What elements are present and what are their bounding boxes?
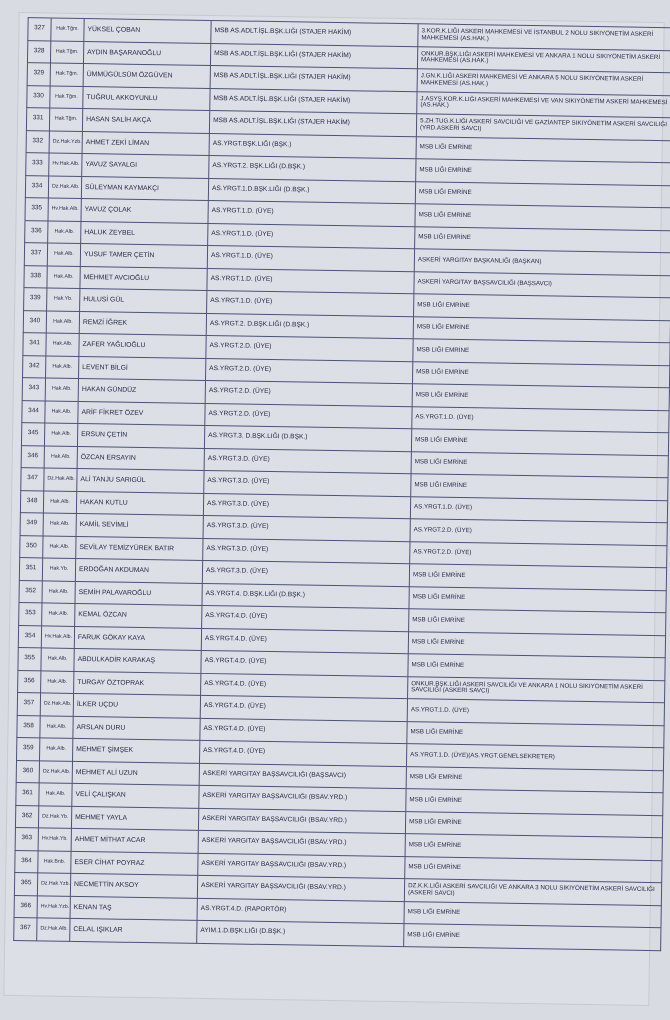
cell-no: 343 (22, 378, 45, 401)
cell-to: MSB LIĞI EMRİNE (412, 361, 669, 388)
cell-rank: Hak.Tğm. (50, 40, 83, 63)
cell-from: AS.YRGT.2.D. (ÜYE) (206, 358, 413, 384)
cell-to: AS.YRGT.2.D. (ÜYE) (410, 541, 667, 568)
cell-from: AS.YRGT.2.D. (ÜYE) (205, 403, 412, 429)
cell-from: AS.YRGT.4.D. (ÜYE) (201, 673, 408, 699)
cell-rank: Hak.Tğm. (50, 85, 83, 108)
cell-name: MEHMET ALİ UZUN (72, 761, 199, 785)
cell-name: HULUSİ GÜL (80, 288, 207, 312)
cell-no: 355 (18, 648, 41, 671)
cell-rank: Hv.Hak.Alb. (41, 625, 74, 648)
cell-from: AS.YRGT.4.D. (ÜYE) (200, 695, 407, 721)
cell-to: MSB LIĞI EMRİNE (411, 429, 668, 456)
cell-rank: Hak.Alb. (47, 243, 80, 266)
cell-to: MSB LIĞI EMRİNE (404, 901, 661, 928)
cell-rank: Hak.Alb. (40, 738, 73, 761)
cell-no: 329 (27, 63, 50, 86)
cell-from: AS.YRGT.BŞK.LIĞI (BŞK.) (209, 133, 416, 159)
cell-rank: Dz.Hak.Alb. (39, 760, 72, 783)
cell-name: ERSUN ÇETİN (77, 423, 204, 447)
cell-from: ASKERİ YARGITAY BAŞSAVCILIĞI (BAŞSAVCI) (199, 763, 406, 789)
cell-rank: Hak.Yb. (42, 558, 75, 581)
cell-from: AS.YRGT.3.D. (ÜYE) (203, 538, 410, 564)
cell-no: 347 (21, 468, 44, 491)
cell-from: MSB AS.ADLT.İŞL.BŞK.LIĞI (STAJER HAKİM) (209, 110, 416, 136)
cell-from: ASKERİ YARGITAY BAŞSAVCILIĞI (BSAV.YRD.) (199, 785, 406, 811)
cell-to: MSB LIĞI EMRİNE (409, 586, 666, 613)
cell-name: ERDOĞAN AKDUMAN (75, 558, 202, 582)
cell-to: MSB LIĞI EMRİNE (416, 159, 670, 186)
cell-from: MSB AS.ADLT.İŞL.BŞK.LIĞI (STAJER HAKİM) (211, 21, 418, 47)
cell-no: 359 (17, 738, 40, 761)
cell-from: AS.YRGT.3.D. (ÜYE) (203, 515, 410, 541)
cell-rank: Hak.Alb. (39, 783, 72, 806)
cell-name: YAVUZ SAYALGI (82, 153, 209, 177)
cell-to: MSB LIĞI EMRİNE (408, 654, 665, 681)
cell-rank: Hak.Alb. (41, 648, 74, 671)
cell-no: 367 (14, 918, 37, 941)
cell-no: 333 (26, 153, 49, 176)
cell-to: MSB LIĞI EMRİNE (405, 811, 662, 838)
cell-from: AS.YRGT.2.D. (ÜYE) (206, 335, 413, 361)
cell-name: HALUK ZEYBEL (81, 221, 208, 245)
cell-name: VELİ ÇALIŞKAN (72, 783, 199, 807)
cell-rank: Dz.Hak.Yzb. (37, 873, 70, 896)
cell-from: AS.YRGT.3. D.BŞK.LIĞI (D.BŞK.) (204, 425, 411, 451)
cell-name: AHMET ZEKİ LİMAN (82, 131, 209, 155)
cell-from: AS.YRGT.3.D. (ÜYE) (202, 560, 409, 586)
cell-no: 364 (15, 850, 38, 873)
cell-from: AS.YRGT.1.D. (ÜYE) (207, 290, 414, 316)
cell-no: 354 (18, 625, 41, 648)
cell-rank: Hak.Alb. (42, 603, 75, 626)
cell-name: HASAN SALİH AKÇA (82, 109, 209, 133)
cell-rank: Hak.Alb. (43, 535, 76, 558)
cell-name: ARİF FİKRET ÖZEV (78, 401, 205, 425)
cell-no: 361 (16, 783, 39, 806)
cell-to: AS.YRGT.1.D. (ÜYE) (410, 496, 667, 523)
cell-name: LEVENT BİLGİ (79, 356, 206, 380)
cell-no: 335 (25, 198, 48, 221)
cell-from: AS.YRGT.1.D. (ÜYE) (208, 223, 415, 249)
cell-from: AS.YRGT.1.D. (ÜYE) (207, 268, 414, 294)
cell-to: MSB LIĞI EMRİNE (406, 789, 663, 816)
cell-name: HAKAN KUTLU (76, 491, 203, 515)
cell-to: ASKERİ YARGITAY BAŞSAVCILIĞI (BAŞSAVCI) (414, 271, 670, 298)
cell-rank: Hak.Alb. (45, 378, 78, 401)
cell-rank: Hak.Alb. (40, 715, 73, 738)
cell-rank: Hak.Alb. (47, 265, 80, 288)
cell-to: MSB LIĞI EMRİNE (415, 204, 670, 231)
cell-from: MSB AS.ADLT.İŞL.BŞK.LIĞI (STAJER HAKİM) (210, 88, 417, 114)
cell-from: AS.YRGT.4. D.BŞK.LIĞI (D.BŞK.) (202, 583, 409, 609)
cell-no: 346 (21, 445, 44, 468)
cell-no: 334 (25, 175, 48, 198)
cell-name: MEHMET YAYLA (71, 806, 198, 830)
cell-to: AS.YRGT.2.D. (ÜYE) (410, 519, 667, 546)
cell-to: MSB LIĞI EMRİNE (409, 564, 666, 591)
cell-no: 351 (19, 558, 42, 581)
cell-no: 366 (14, 895, 37, 918)
cell-rank: Hv.Hak.Yb. (38, 828, 71, 851)
cell-to: MSB LIĞI EMRİNE (415, 226, 670, 253)
cell-name: MEHMET ŞİMŞEK (73, 738, 200, 762)
cell-name: TURGAY ÖZTOPRAK (74, 671, 201, 695)
cell-rank: Hak.Alb. (46, 355, 79, 378)
cell-rank: Hak.Alb. (41, 670, 74, 693)
cell-name: ÜMMÜGÜLSÜM ÖZGÜVEN (83, 64, 210, 88)
cell-to: MSB LIĞI EMRİNE (409, 609, 666, 636)
cell-name: KEMAL ÖZCAN (75, 603, 202, 627)
cell-from: ASKERİ YARGITAY BAŞSAVCILIĞI (BSAV.YRD.) (198, 853, 405, 879)
cell-rank: Hak.Tğm. (51, 18, 84, 41)
cell-rank: Hak.Alb. (48, 220, 81, 243)
cell-to: ASKERİ YARGITAY BAŞKANLIĞI (BAŞKAN) (414, 249, 670, 276)
cell-to: MSB LIĞI EMRİNE (406, 766, 663, 793)
cell-from: AS.YRGT.4.D. (ÜYE) (201, 628, 408, 654)
cell-to: MSB LIĞI EMRİNE (416, 136, 670, 163)
cell-rank: Hak.Alb. (42, 580, 75, 603)
cell-to: J.GN.K.LIĞI ASKERİ MAHKEMESİ VE ANKARA 5 NOLU SIKIYÖNETİM ASKERİ MAHKEMESİ (AS.HAK.) (417, 69, 670, 96)
cell-to: MSB LIĞI EMRİNE (404, 924, 661, 951)
cell-no: 348 (20, 490, 43, 513)
cell-name: REMZİ İĞREK (79, 311, 206, 335)
cell-name: YAVUZ ÇOLAK (81, 198, 208, 222)
cell-rank: Dz.Hak.Alb. (37, 918, 70, 941)
cell-rank: Dz.Hak.Alb. (48, 175, 81, 198)
cell-rank: Dz.Hak.Yb. (38, 805, 71, 828)
cell-no: 350 (20, 535, 43, 558)
cell-rank: Hv.Hak.Yzb. (37, 895, 70, 918)
cell-rank: Hak.Alb. (46, 333, 79, 356)
cell-to: MSB LIĞI EMRİNE (408, 631, 665, 658)
cell-to: MSB LIĞI EMRİNE (411, 474, 668, 501)
personnel-table-body (14, 18, 670, 951)
cell-name: ALİ TANJU SARIGÜL (77, 468, 204, 492)
cell-no: 342 (23, 355, 46, 378)
cell-to: J.ASYŞ.KOR.K.LIĞI ASKERİ MAHKEMESİ VE VAN SIKIYÖNETİM ASKERİ MAHKEMESİ (AS.HAK.) (417, 91, 670, 118)
cell-no: 340 (23, 310, 46, 333)
cell-rank: Dz.Hak.Alb. (40, 693, 73, 716)
cell-from: MSB AS.ADLT.İŞL.BŞK.LIĞI (STAJER HAKİM) (210, 43, 417, 69)
cell-no: 356 (18, 670, 41, 693)
cell-name: SEMİH PALAVAROĞLU (75, 581, 202, 605)
cell-rank: Hv.Hak.Alb. (49, 153, 82, 176)
cell-from: AS.YRGT.4.D. (RAPORTÖR) (197, 898, 404, 924)
cell-no: 336 (25, 220, 48, 243)
cell-from: AS.YRGT.1.D. (ÜYE) (208, 200, 415, 226)
cell-from: AS.YRGT.4.D. (ÜYE) (199, 740, 406, 766)
cell-rank: Dz.Hak.Alb. (44, 468, 77, 491)
cell-from: AS.YRGT.2. BŞK.LIĞI (D.BŞK.) (209, 155, 416, 181)
cell-to: DZ.K.K.LIĞI ASKERİ SAVCILIĞI VE ANKARA 3 NOLU SIKIYÖNETİM ASKERİ SAVCILIĞI (ASKERİ SAVCI) (404, 879, 661, 906)
cell-name: ÖZCAN ERSAYIN (77, 446, 204, 470)
cell-name: KAMİL SEVİMLİ (76, 513, 203, 537)
cell-no: 328 (27, 40, 50, 63)
cell-from: AS.YRGT.1.D.BŞK.LIĞI (D.BŞK.) (208, 178, 415, 204)
cell-no: 352 (19, 580, 42, 603)
cell-to: ONKUR.BŞK.LIĞI ASKERİ MAHKEMESİ VE ANKARA 1 NOLU SIKIYÖNETİM ASKERİ MAHKEMESİ (AS.HAK.) (417, 46, 670, 73)
cell-to: MSB LIĞI EMRİNE (412, 384, 669, 411)
cell-no: 363 (15, 828, 38, 851)
cell-rank: Hak.Tğm. (50, 63, 83, 86)
cell-from: AS.YRGT.3.D. (ÜYE) (203, 493, 410, 519)
cell-no: 353 (19, 603, 42, 626)
cell-from: AS.YRGT.4.D. (ÜYE) (200, 718, 407, 744)
cell-no: 362 (15, 805, 38, 828)
cell-to: AS.YRGT.1.D. (ÜYE) (407, 699, 664, 726)
cell-to: MSB LIĞI EMRİNE (411, 451, 668, 478)
cell-no: 327 (28, 18, 51, 41)
cell-rank: Hak.Alb. (46, 310, 79, 333)
cell-no: 339 (24, 288, 47, 311)
cell-rank: Hak.Alb. (44, 445, 77, 468)
cell-to: MSB LIĞI EMRİNE (414, 294, 670, 321)
cell-from: ASKERİ YARGITAY BAŞSAVCILIĞI (BSAV.YRD.) (197, 875, 404, 901)
cell-no: 331 (26, 108, 49, 131)
cell-from: AS.YRGT.4.D. (ÜYE) (202, 605, 409, 631)
cell-no: 332 (26, 130, 49, 153)
cell-name: ESER CİHAT POYRAZ (71, 851, 198, 875)
cell-from: ASKERİ YARGITAY BAŞSAVCILIĞI (BSAV.YRD.) (198, 808, 405, 834)
cell-to: MSB LIĞI EMRİNE (407, 721, 664, 748)
cell-from: AS.YRGT.3.D. (ÜYE) (204, 470, 411, 496)
cell-to: 3.KOR.K.LIĞI ASKERİ MAHKEMESİ VE İSTANBUL 2 NOLU SIKIYÖNETİM ASKERİ MAHKEMESİ (AS.HAK.) (418, 24, 670, 51)
cell-name: SEVİLAY TEMİZYÜREK BATIR (76, 536, 203, 560)
cell-name: İLKER UÇDU (73, 693, 200, 717)
cell-to: ONKUR.BŞK.LIĞI ASKERİ SAVCILIĞI VE ANKARA 1 NOLU SIKIYÖNETİM ASKERİ SAVCILIĞI (ASKERİ SAVCI) (408, 676, 665, 703)
cell-name: YUSUF TAMER ÇETİN (80, 243, 207, 267)
cell-no: 365 (14, 873, 37, 896)
cell-from: MSB AS.ADLT.İŞL.BŞK.LIĞI (STAJER HAKİM) (210, 66, 417, 92)
personnel-table (13, 17, 670, 951)
cell-to: MSB LIĞI EMRİNE (413, 316, 670, 343)
cell-from: AS.YRGT.1.D. (ÜYE) (207, 245, 414, 271)
cell-to: AS.YRGT.1.D. (ÜYE) (412, 406, 669, 433)
cell-name: AYDIN BAŞARANOĞLU (83, 41, 210, 65)
cell-name: ABDULKADİR KARAKAŞ (74, 648, 201, 672)
cell-rank: Hv.Hak.Alb. (48, 198, 81, 221)
cell-name: ARSLAN DURU (73, 716, 200, 740)
cell-to: MSB LIĞI EMRİNE (405, 834, 662, 861)
cell-no: 360 (16, 760, 39, 783)
cell-no: 330 (27, 85, 50, 108)
cell-name: YÜKSEL ÇOBAN (84, 19, 211, 43)
cell-rank: Hak.Yb. (47, 288, 80, 311)
cell-rank: Hak.Alb. (43, 490, 76, 513)
cell-name: AHMET MİTHAT ACAR (71, 828, 198, 852)
document-sheet (4, 13, 668, 1005)
cell-rank: Hak.Alb. (45, 400, 78, 423)
cell-name: NECMETTİN AKSOY (70, 873, 197, 897)
cell-name: KENAN TAŞ (70, 896, 197, 920)
cell-rank: Hak.Bnb. (38, 850, 71, 873)
cell-to: 5.ZH.TUG.K.LIĞI ASKERİ SAVCILIĞI VE GAZİANTEP SIKIYÖNETİM ASKERİ SAVCILIĞI (YRD.ASKERİ SAVCI) (416, 114, 670, 141)
cell-rank: Hak.Alb. (44, 423, 77, 446)
cell-to: MSB LIĞI EMRİNE (413, 339, 670, 366)
cell-rank: Hak.Tğm. (49, 108, 82, 131)
cell-no: 337 (24, 243, 47, 266)
cell-from: AS.YRGT.3.D. (ÜYE) (204, 448, 411, 474)
cell-from: AS.YRGT.2. D.BŞK.LIĞI (D.BŞK.) (206, 313, 413, 339)
cell-from: AS.YRGT.4.D. (ÜYE) (201, 650, 408, 676)
cell-no: 358 (17, 715, 40, 738)
cell-name: ZAFER YAĞLIOĞLU (79, 333, 206, 357)
cell-to: MSB LIĞI EMRİNE (405, 856, 662, 883)
cell-from: ASKERİ YARGITAY BAŞSAVCILIĞI (BSAV.YRD.) (198, 830, 405, 856)
cell-no: 338 (24, 265, 47, 288)
cell-to: AS.YRGT.1.D. (ÜYE)(AS.YRGT.GENELSEKRETER) (406, 744, 663, 771)
cell-no: 341 (23, 333, 46, 356)
cell-rank: Hak.Alb. (43, 513, 76, 536)
cell-no: 344 (22, 400, 45, 423)
cell-to: MSB LIĞI EMRİNE (415, 181, 670, 208)
cell-name: MEHMET AVCIOĞLU (80, 266, 207, 290)
cell-from: AS.YRGT.2.D. (ÜYE) (205, 380, 412, 406)
cell-no: 345 (21, 423, 44, 446)
cell-name: FARUK GÖKAY KAYA (74, 626, 201, 650)
cell-name: SÜLEYMAN KAYMAKÇI (81, 176, 208, 200)
cell-name: HAKAN GÜNDÜZ (78, 378, 205, 402)
cell-name: CELAL IŞIKLAR (70, 918, 197, 942)
cell-name: TUĞRUL AKKOYUNLU (83, 86, 210, 110)
cell-from: AYIM.1.D.BŞK.LIĞI (D.BŞK.) (197, 920, 404, 946)
cell-no: 349 (20, 513, 43, 536)
cell-no: 357 (17, 693, 40, 716)
cell-rank: Dz.Hak.Yzb. (49, 130, 82, 153)
